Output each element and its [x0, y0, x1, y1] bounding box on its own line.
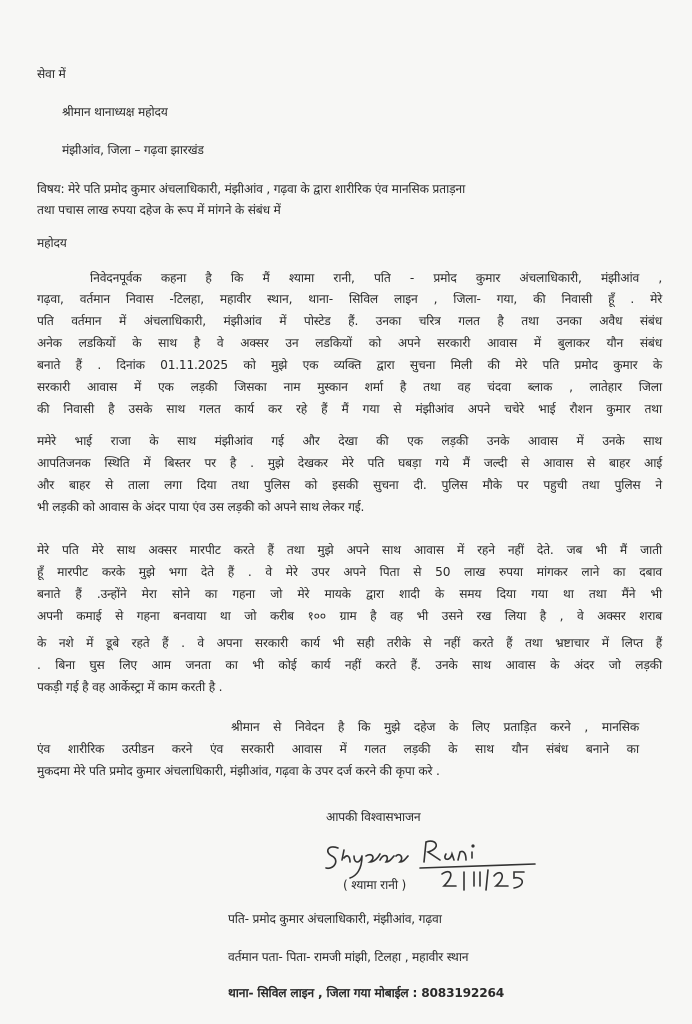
para2-line: . बिना घुस लिए आम जनता का भी कोई कार्य नहीं करते हैं. उनके साथ आवास के अंदर जो लड़की — [37, 658, 662, 672]
para1-line: गढ़वा, वर्तमान निवास -टिलहा, महावीर स्थान, थाना- सिविल लाइन , जिला- गया, की निवासी हूँ . मेरे — [37, 292, 662, 306]
subject-line-1: विषय: मेरे पति प्रमोद कुमार अंचलाधिकारी, मंझीआंव , गढ़वा के द्वारा शारीरिक एंव मानसिक प्रताड़ना — [37, 182, 466, 196]
para1-line: बनाते हैं . दिनांक 01.11.2025 को मुझे एक व्यक्ति द्वारा सुचना मिली की मेरे पति प्रमोद कुमार के — [37, 358, 662, 372]
para1-line: की निवासी है उसके साथ गलत कार्य कर रहे हैं मैं गया से मंझीआंव अपने चचेरे भाई रौशन कुमार तथा — [37, 402, 662, 416]
subject-line-2: तथा पचास लाख रुपया दहेज के रूप में मांगने के संबंध में — [37, 203, 281, 217]
para1-line: आपतिजनक स्थिति में बिस्तर पर है . मुझे देखकर मेरे पति घबड़ा गये मैं जल्दी से आवास से बाहर आई — [37, 456, 662, 470]
para2-line: अपनी कमाई से गहना बनवाया था जो करीब १०० ग्राम है वह भी उसने रख लिया है , वे अक्सर शराब — [37, 609, 662, 623]
para1-line: निवेदनपूर्वक कहना है कि मैं श्यामा रानी, पति - प्रमोद कुमार अंचलाधिकारी, मंझीआंव , — [90, 271, 662, 285]
para3-line: एंव शारीरिक उत्पीडन करने एंव सरकारी आवास में गलत लड़की के साथ यौन संबंध बनाने का — [37, 742, 639, 756]
para1-line: ममेरे भाई राजा के साथ मंझीआंव गई और देखा की एक लड़की उनके आवास में उनके साथ — [37, 434, 662, 448]
greeting: महोदय — [37, 236, 67, 250]
para2-line: मेरे पति मेरे साथ अक्सर मारपीट करते हैं तथा मुझे अपने साथ आवास में रहने नहीं देते. जब भी मैं जाती — [37, 543, 662, 557]
para2-line: बनाते हैं .उन्होंने मेरा सोने का गहना जो मेरे मायके द्वारा शादी के समय दिया गया था तथा मैंने भी — [37, 587, 662, 601]
para1-line: अनेक लडकियों के साथ है वे अक्सर उन लडकियों को अपने सरकारी आवास में बुलाकर यौन संबंध — [37, 336, 662, 350]
para1-line: भी लड़की को आवास के अंदर पाया एंव उस लड़की को अपने साथ लेकर गई. — [37, 500, 365, 514]
current-address: वर्तमान पता- पिता- रामजी मांझी, टिलहा , महावीर स्थान — [228, 950, 469, 964]
para1-line: पति वर्तमान में अंचलाधिकारी, मंझीआंव में पोस्टेड हैं. उनका चरित्र गलत है तथा उनका अवैध संबंध — [37, 314, 662, 328]
para2-line: पकड़ी गई है वह आर्केस्ट्रा में काम करती है . — [37, 680, 223, 694]
recipient-line-1: श्रीमान थानाध्यक्ष महोदय — [62, 105, 168, 119]
signer-name: ( श्यामा रानी ) — [343, 878, 407, 892]
para1-line: सरकारी आवास में एक लड़की जिसका नाम मुस्कान शर्मा है तथा वह चंदवा ब्लाक , लातेहार जिला — [37, 380, 662, 394]
para1-line: और बाहर से ताला लगा दिया तथा पुलिस को इसकी सुचना दी. पुलिस मौके पर पहुची तथा पुलिस ने — [37, 478, 662, 492]
police-station-mobile: थाना- सिविल लाइन , जिला गया मोबाईल : 8083192264 — [228, 986, 505, 1000]
para3-line: मुकदमा मेरे पति प्रमोद कुमार अंचलाधिकारी, मंझीआंव, गढ़वा के उपर दर्ज करने की कृपा करे . — [37, 764, 440, 778]
para2-line: के नशे में डूबे रहते हैं . वे अपना सरकारी कार्य भी सही तरीके से नहीं करते हैं तथा भ्रष्टाचार में लिप्त हैं — [37, 636, 662, 650]
salutation-to: सेवा में — [37, 67, 66, 81]
husband-address: पति- प्रमोद कुमार अंचलाधिकारी, मंझीआंव, गढ़वा — [228, 912, 442, 926]
recipient-line-2: मंझीआंव, जिला – गढ़वा झारखंड — [62, 143, 204, 157]
para3-line: श्रीमान से निवेदन है कि मुझे दहेज के लिए प्रताड़ित करने , मानसिक — [231, 720, 639, 734]
para2-line: हूँ मारपीट करके मुझे भगा देते हैं . वे मेरे उपर अपने पिता से 50 लाख रुपया मांगकर लाने का दबाव — [37, 565, 662, 579]
closing: आपकी विश्वासभाजन — [326, 810, 421, 824]
